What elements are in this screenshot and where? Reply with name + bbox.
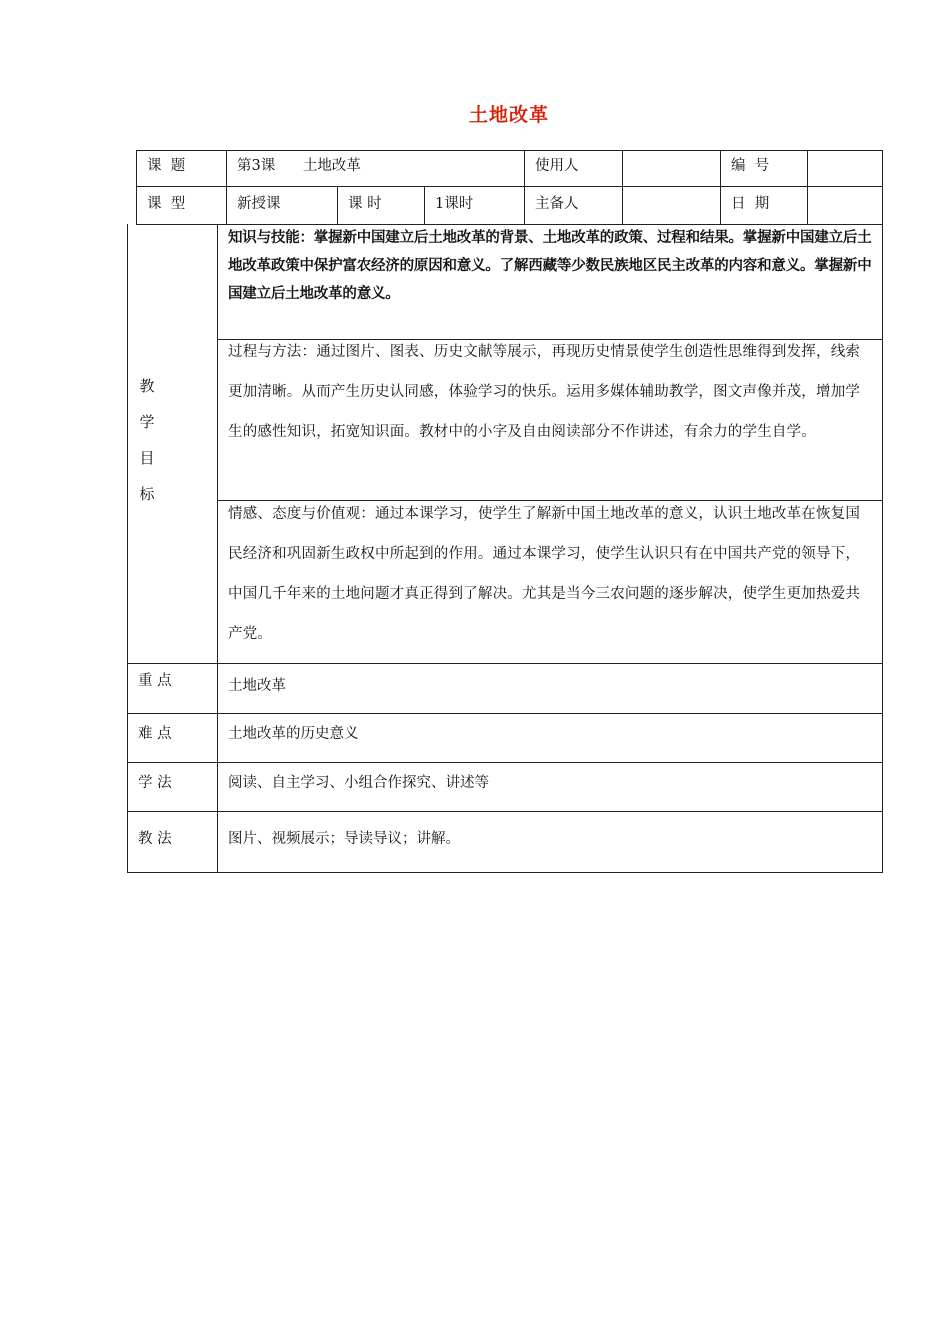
preparer-value	[623, 190, 720, 194]
learning-method-label: 学 法	[138, 775, 172, 791]
user-value	[623, 152, 720, 156]
objectives-label-char: 目	[139, 449, 155, 467]
date-label: 日 期	[731, 196, 770, 212]
learning-method-value: 阅读、自主学习、小组合作探究、讲述等	[228, 775, 489, 791]
objectives-label-char: 标	[139, 485, 155, 503]
topic-label: 课 题	[147, 158, 186, 174]
number-label: 编 号	[731, 158, 770, 174]
key-point-label: 重 点	[138, 673, 172, 689]
date-value	[808, 190, 882, 194]
type-value: 新授课	[237, 196, 281, 212]
objective-process: 过程与方法：通过图片、图表、历史文献等展示，再现历史情景使学生创造性思维得到发挥，线索更加清晰。从而产生历史认同感，体验学习的快乐。运用多媒体辅助教学，图文声像并茂，增加学生的感性知识，拓宽知识面。教材中的小字及自由阅读部分不作讲述，有余力的学生自学。	[228, 344, 861, 440]
key-point-value: 土地改革	[228, 678, 286, 694]
teaching-method-label: 教 法	[138, 831, 172, 847]
topic-value: 第3课 土地改革	[237, 158, 361, 174]
document-title: 土地改革	[468, 104, 549, 126]
objectives-label-char: 学	[139, 413, 155, 431]
hours-label: 课 时	[348, 196, 382, 212]
teaching-method-value: 图片、视频展示；导读导议；讲解。	[228, 831, 460, 847]
number-value	[808, 152, 882, 156]
objective-emotion: 情感、态度与价值观：通过本课学习，使学生了解新中国土地改革的意义，认识土地改革在恢复国民经济和巩固新生政权中所起到的作用。通过本课学习，使学生认识只有在中国共产党的领导下，中国几千年来的土地问题才真正得到了解决。尤其是当今三农问题的逐步解决，使学生更加热爱共产党。	[228, 506, 861, 642]
hours-value: 1课时	[435, 196, 474, 212]
objectives-label-char: 教	[139, 377, 155, 395]
user-label: 使用人	[535, 158, 579, 174]
difficulty-label: 难 点	[138, 726, 172, 742]
difficulty-value: 土地改革的历史意义	[228, 726, 359, 742]
type-label: 课 型	[147, 196, 186, 212]
objectives-label	[128, 368, 218, 512]
preparer-label: 主备人	[535, 196, 579, 212]
objective-knowledge: 知识与技能：掌握新中国建立后土地改革的背景、土地改革的政策、过程和结果。掌握新中国建立后土地改革政策中保护富农经济的原因和意义。了解西藏等少数民族地区民主改革的内容和意义。掌握新中国建立后土地改革的意义。	[228, 230, 872, 302]
